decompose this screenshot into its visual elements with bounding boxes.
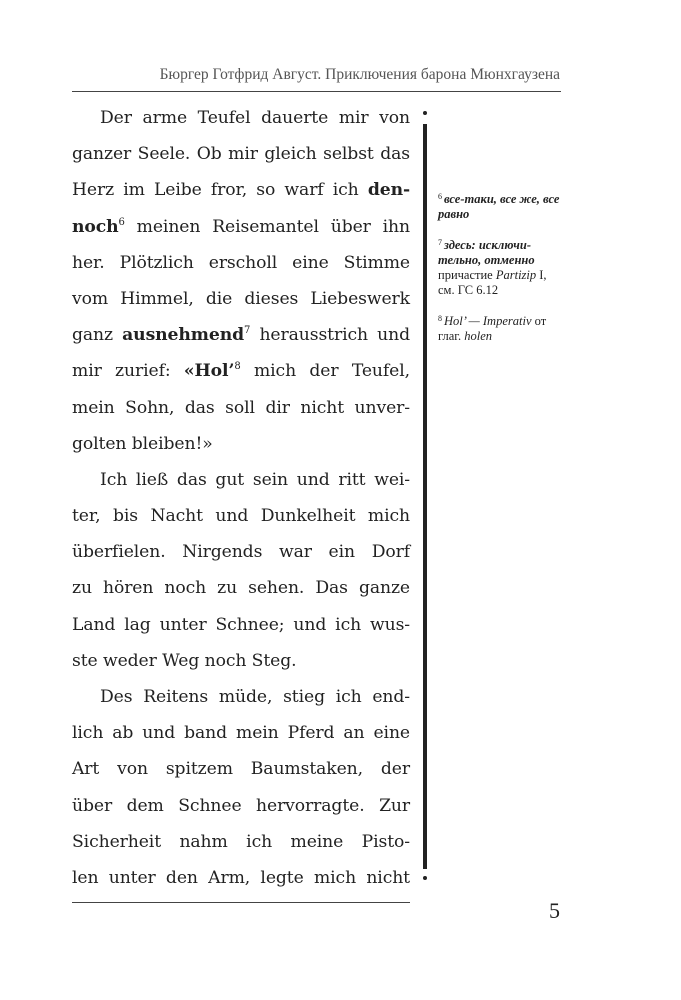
footnote-text: причастие [438, 268, 496, 282]
text-line [72, 534, 410, 570]
main-text [72, 100, 410, 896]
bold-term: «Hol’ [183, 361, 235, 382]
text-line [72, 390, 410, 426]
header-rule [72, 91, 561, 92]
text-line [72, 172, 410, 208]
footnote-text: Partizip [495, 268, 537, 282]
footnote [438, 238, 563, 298]
text-segment: her. Plötzlich erscholl eine Stimme [72, 252, 410, 273]
footnote-text: здесь: исключи-тельно, отменно [438, 238, 535, 267]
text-segment: Art von spitzem Baumstaken, der [72, 759, 410, 780]
footnote-number: 6 [438, 192, 444, 201]
text-line [72, 281, 410, 317]
text-segment: mein Sohn, das soll dir nicht unver- [72, 397, 410, 418]
margin-bar [423, 124, 427, 869]
text-line [72, 751, 410, 787]
text-segment: herausstrich und [250, 325, 410, 346]
footnote-text: от глаг. [438, 314, 547, 343]
text-line [72, 788, 410, 824]
text-segment: Sicherheit nahm ich meine Pisto- [72, 831, 410, 852]
text-line [72, 353, 410, 389]
text-segment: zu hören noch zu sehen. Das ganze [72, 578, 410, 599]
bold-term: den- [367, 180, 410, 201]
footnote-text: holen [464, 329, 493, 343]
footnote-ref: 6 [118, 216, 125, 228]
text-line [72, 209, 410, 245]
text-segment: Land lag unter Schnee; und ich wus- [72, 614, 410, 635]
margin-footnotes [438, 192, 563, 360]
text-segment: ganzer Seele. Ob mir gleich selbst das [72, 144, 410, 165]
footnote-text: все-таки, все же, все равно [438, 192, 560, 221]
text-line [72, 860, 410, 896]
footer-rule [72, 902, 410, 903]
text-segment: lich ab und band mein Pferd an eine [72, 723, 410, 744]
text-segment: Ich ließ das gut sein und ritt wei- [100, 469, 410, 490]
text-segment: Herz im Leibe fror, so warf ich [72, 180, 368, 201]
text-line [72, 570, 410, 606]
text-line [72, 462, 410, 498]
text-segment: über dem Schnee hervorragte. Zur [72, 795, 410, 816]
text-line [72, 643, 410, 679]
running-head: Бюргер Готфрид Август. Приключения барона Мюнхгаузена [159, 66, 560, 83]
margin-bar-top-dot [423, 111, 427, 115]
text-line [72, 679, 410, 715]
text-segment: mich der Teufel, [240, 361, 410, 382]
text-line [72, 824, 410, 860]
footnote-text: I, см. ГС 6.12 [438, 268, 547, 297]
footnote-number: 8 [438, 314, 444, 323]
text-line [72, 607, 410, 643]
text-segment: ganz [72, 325, 123, 346]
bold-term: noch [72, 216, 119, 237]
text-line [72, 498, 410, 534]
text-segment: ste weder Weg noch Steg. [72, 650, 297, 671]
text-segment: Des Reitens müde, stieg ich end- [100, 687, 410, 707]
text-segment: meinen Reisemantel über ihn [124, 216, 410, 237]
footnote-ref: 8 [234, 361, 241, 373]
text-segment: vom Himmel, die dieses Liebeswerk [72, 288, 410, 309]
text-segment: ter, bis Nacht und Dunkelheit mich [72, 506, 410, 527]
margin-bar-bottom-dot [423, 876, 427, 880]
text-segment: golten bleiben!» [72, 433, 213, 454]
footnote [438, 314, 563, 344]
text-segment: mir zurief: [72, 361, 184, 382]
text-line [72, 715, 410, 751]
footnote-number: 7 [438, 238, 444, 247]
footnote [438, 192, 563, 222]
footnote-ref: 7 [244, 325, 251, 337]
text-segment: Der arme Teufel dauerte mir von [100, 108, 410, 128]
footnote-text: Hol’ — Imperativ [444, 314, 532, 328]
bold-term: ausnehmend [122, 325, 245, 346]
page-number: 5 [549, 898, 560, 923]
text-line [72, 317, 410, 353]
text-line [72, 245, 410, 281]
text-segment: überfielen. Nirgends war ein Dorf [72, 542, 410, 563]
text-segment: len unter den Arm, legte mich nicht [72, 867, 410, 888]
text-line [72, 426, 410, 462]
text-line [72, 100, 410, 136]
text-line [72, 136, 410, 172]
